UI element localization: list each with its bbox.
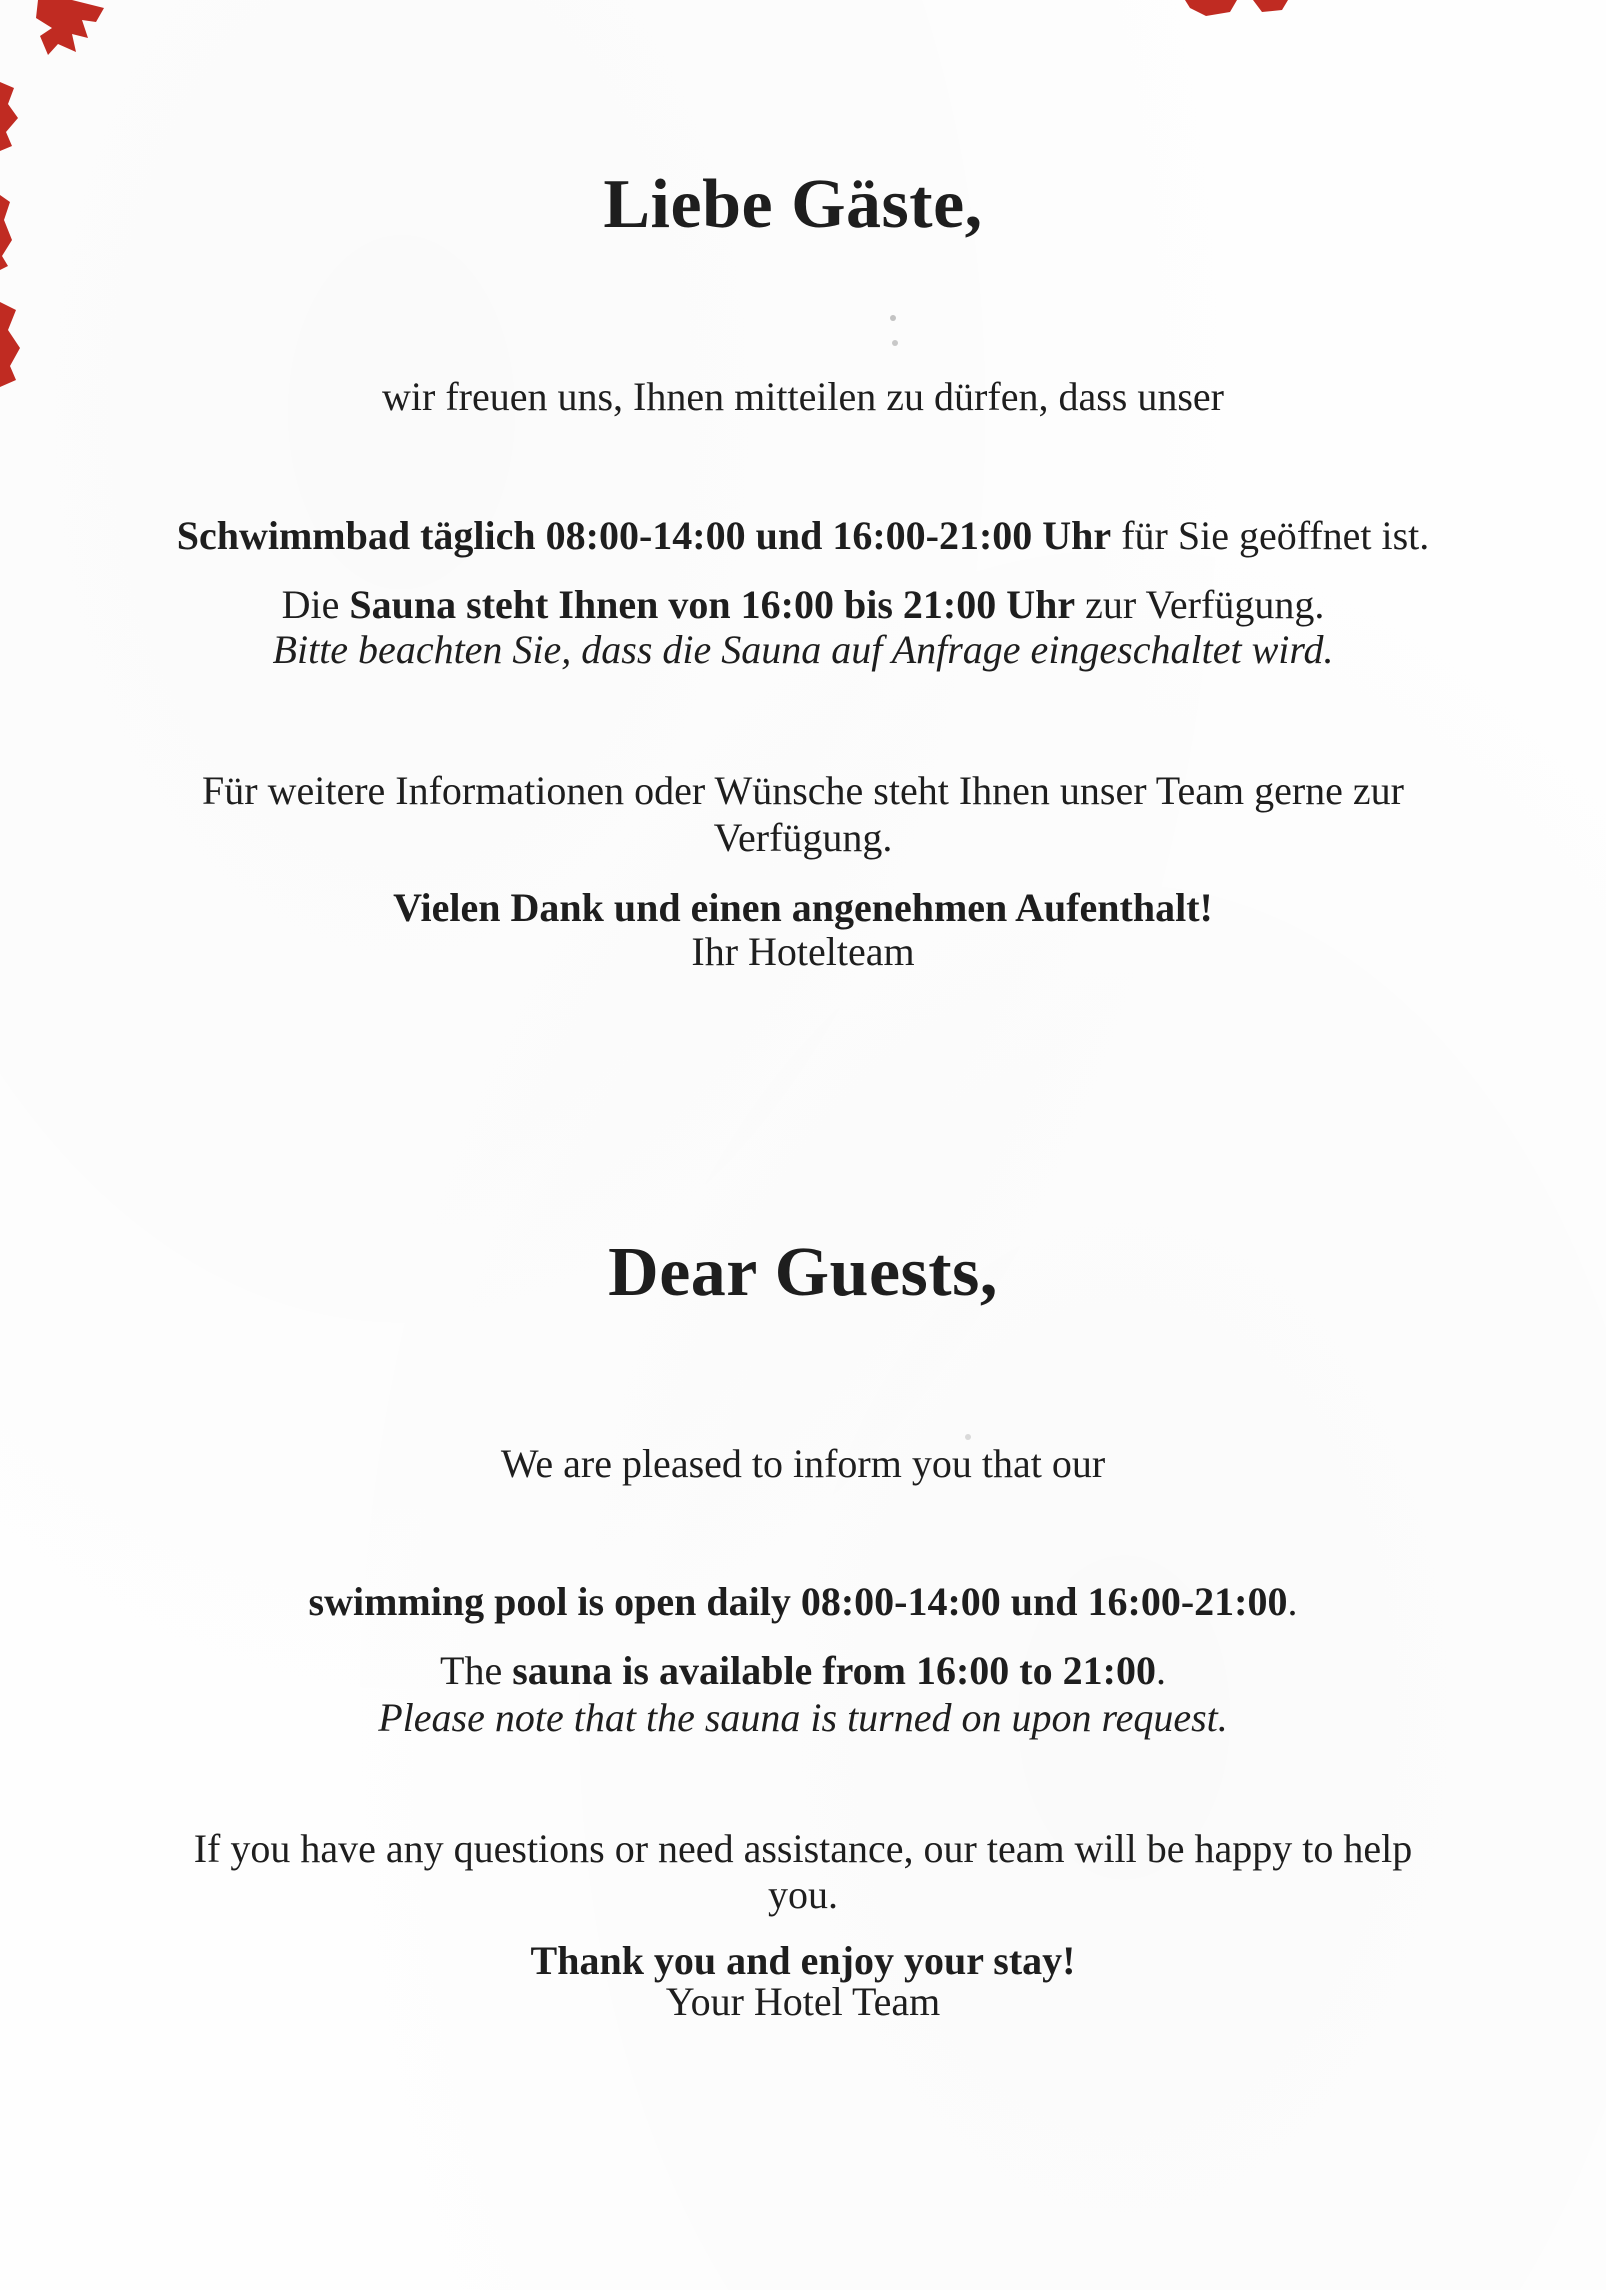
red-scan-mark-top-2 [1253,0,1288,12]
german-pool-hours-line [0,513,1606,559]
german-info-paragraph [0,767,1606,861]
german-thanks-line: Vielen Dank und einen angenehmen Aufenthalt! [393,885,1213,930]
red-scan-mark-left-1 [0,82,18,151]
german-signature-line: Ihr Hotelteam [691,929,915,974]
english-help-line-2: you. [768,1872,838,1917]
english-sauna-bold: sauna is available from 16:00 to 21:00 [512,1648,1156,1693]
english-help-line-1: If you have any questions or need assistance, our team will be happy to help [193,1826,1413,1871]
german-title: Liebe Gäste, [603,166,983,243]
scan-speck-colon-bottom [892,340,898,346]
german-info-line-2: Verfügung. [713,815,893,860]
english-help-paragraph [0,1826,1606,1918]
english-thanks-line: Thank you and enjoy your stay! [530,1938,1076,1983]
german-sauna-pre: Die [281,582,350,627]
english-title: Dear Guests, [608,1234,998,1311]
german-info-line-1: Für weitere Informationen oder Wünsche steht Ihnen unser Team gerne zur [202,768,1404,813]
english-sauna-hours-line [0,1648,1606,1694]
scan-speck-colon-top [890,315,896,321]
german-sauna-hours-line [0,582,1606,628]
english-pool-hours-rest: . [1287,1579,1298,1624]
english-intro-line: We are pleased to inform you that our [500,1441,1106,1486]
german-sauna-note-line: Bitte beachten Sie, dass die Sauna auf Anfrage eingeschaltet wird. [272,627,1334,672]
scan-speck-intro-en [965,1434,971,1440]
german-sauna-rest: zur Verfügung. [1075,582,1325,627]
red-scan-mark-corner [36,0,104,55]
english-pool-hours-bold: swimming pool is open daily 08:00-14:00 und 16:00-21:00 [308,1579,1288,1624]
english-signature-line: Your Hotel Team [665,1979,941,2024]
german-intro-line: wir freuen uns, Ihnen mitteilen zu dürfen, dass unser [382,374,1224,419]
german-pool-hours-bold: Schwimmbad täglich 08:00-14:00 und 16:00-21:00 Uhr [176,513,1112,558]
german-sauna-bold: Sauna steht Ihnen von 16:00 bis 21:00 Uhr [349,582,1076,627]
english-sauna-rest: . [1155,1648,1166,1693]
english-sauna-pre: The [440,1648,513,1693]
german-pool-hours-rest: für Sie geöffnet ist. [1111,513,1430,558]
english-sauna-note-line: Please note that the sauna is turned on upon request. [378,1695,1228,1740]
red-scan-mark-top-1 [1185,0,1237,16]
english-pool-hours-line [0,1579,1606,1625]
